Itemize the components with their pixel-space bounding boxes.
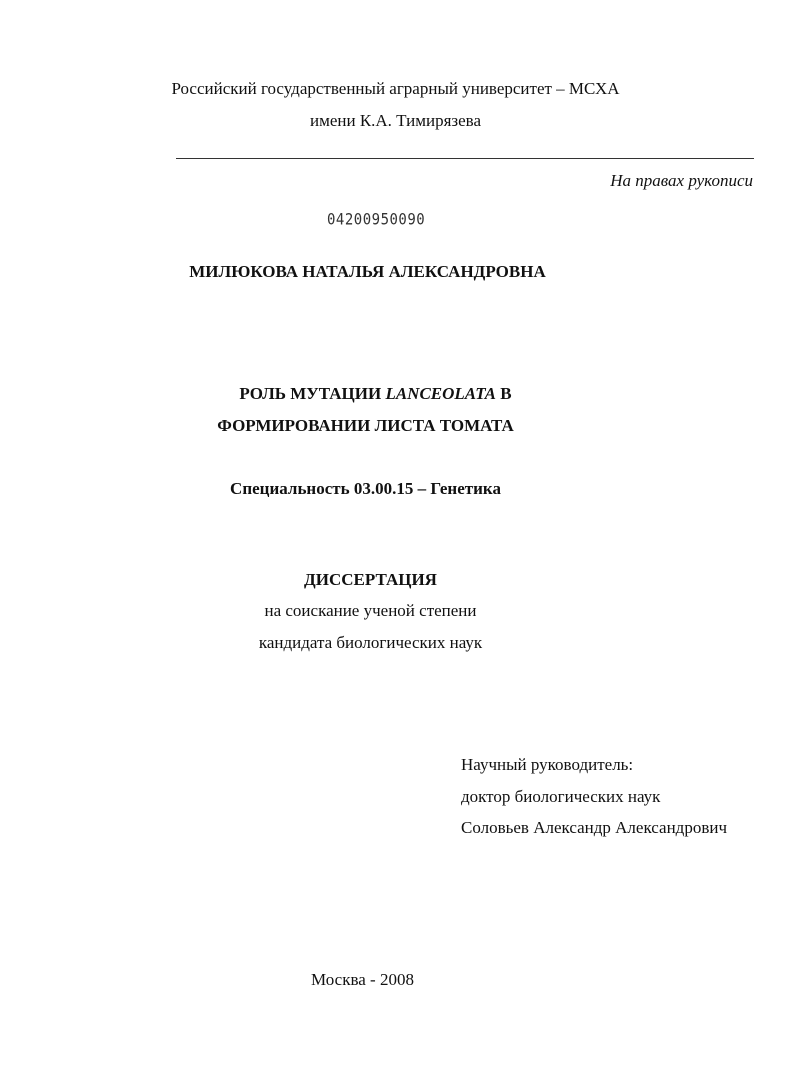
title-suffix: В (495, 384, 512, 403)
dissertation-title-line1 (0, 384, 771, 404)
supervisor-degree: доктор биологических наук (461, 787, 661, 806)
dissertation-title-line2: ФОРМИРОВАНИИ ЛИСТА ТОМАТА (217, 416, 514, 435)
city-year: Москва - 2008 (311, 970, 414, 989)
title-italic-term: LANCEOLATA (385, 384, 496, 403)
university-named-after: имени К.А. Тимирязева (309, 111, 482, 130)
author-name: МИЛЮКОВА НАТАЛЬЯ АЛЕКСАНДРОВНА (189, 262, 546, 281)
work-type-line1: на соискание ученой степени (264, 601, 477, 620)
work-type-line2: кандидата биологических наук (258, 633, 483, 652)
university-name: Российский государственный аграрный университет – МСХА (171, 79, 620, 98)
specialty: Специальность 03.00.15 – Генетика (230, 479, 501, 498)
manuscript-note: На правах рукописи (610, 171, 753, 190)
supervisor-label: Научный руководитель: (461, 755, 634, 774)
title-prefix: РОЛЬ МУТАЦИИ (239, 384, 386, 403)
supervisor-name: Соловьев Александр Александрович (461, 818, 727, 837)
work-type-heading: ДИССЕРТАЦИЯ (304, 570, 437, 589)
header-divider (176, 158, 754, 159)
registry-number: 04200950090 (327, 210, 426, 230)
